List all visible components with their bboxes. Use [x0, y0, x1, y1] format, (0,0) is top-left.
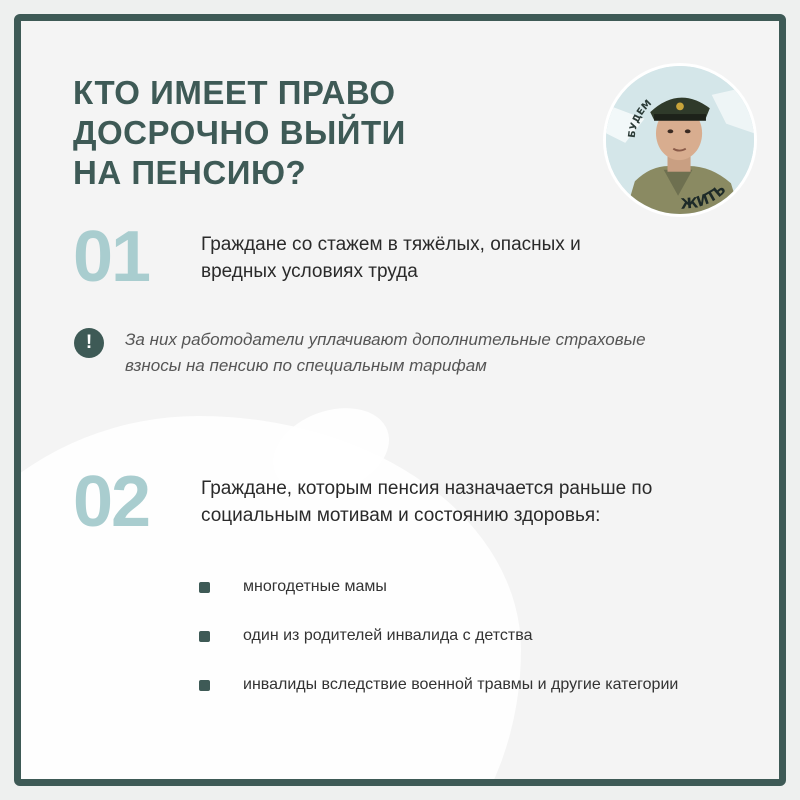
list-item-label: один из родителей инвалида с детства	[243, 627, 533, 644]
card-frame	[14, 14, 786, 786]
list-item	[199, 625, 719, 647]
square-bullet-icon	[199, 631, 210, 642]
item-text-2: Граждане, которым пенсия назначается раньше по социальным мотивам и состоянию здоровья:	[201, 478, 653, 526]
soldier-portrait-badge	[603, 63, 757, 217]
badge-bottom-text: ЖИТЬ	[679, 181, 730, 213]
list-item-label: инвалиды вследствие военной травмы и другие категории	[243, 676, 679, 693]
page-title: КТО ИМЕЕТ ПРАВО ДОСРОЧНО ВЫЙТИ НА ПЕНСИЮ?	[73, 74, 406, 191]
exclamation-icon: !	[74, 328, 104, 358]
list-item-label: многодетные мамы	[243, 578, 387, 595]
note-text: За них работодатели уплачивают дополнительные страховые взносы на пенсию по специальным тарифам	[125, 330, 646, 375]
category-list	[199, 576, 719, 723]
soldier-portrait-image	[606, 66, 754, 214]
square-bullet-icon	[199, 582, 210, 593]
item-number-1: 01	[73, 217, 150, 297]
item-number-2: 02	[73, 462, 150, 542]
square-bullet-icon	[199, 680, 210, 691]
badge-top-text: БУДЕМ	[626, 97, 655, 139]
list-item	[199, 576, 719, 598]
list-item	[199, 674, 719, 696]
item-text-1: Граждане со стажем в тяжёлых, опасных и вредных условиях труда	[201, 234, 581, 282]
